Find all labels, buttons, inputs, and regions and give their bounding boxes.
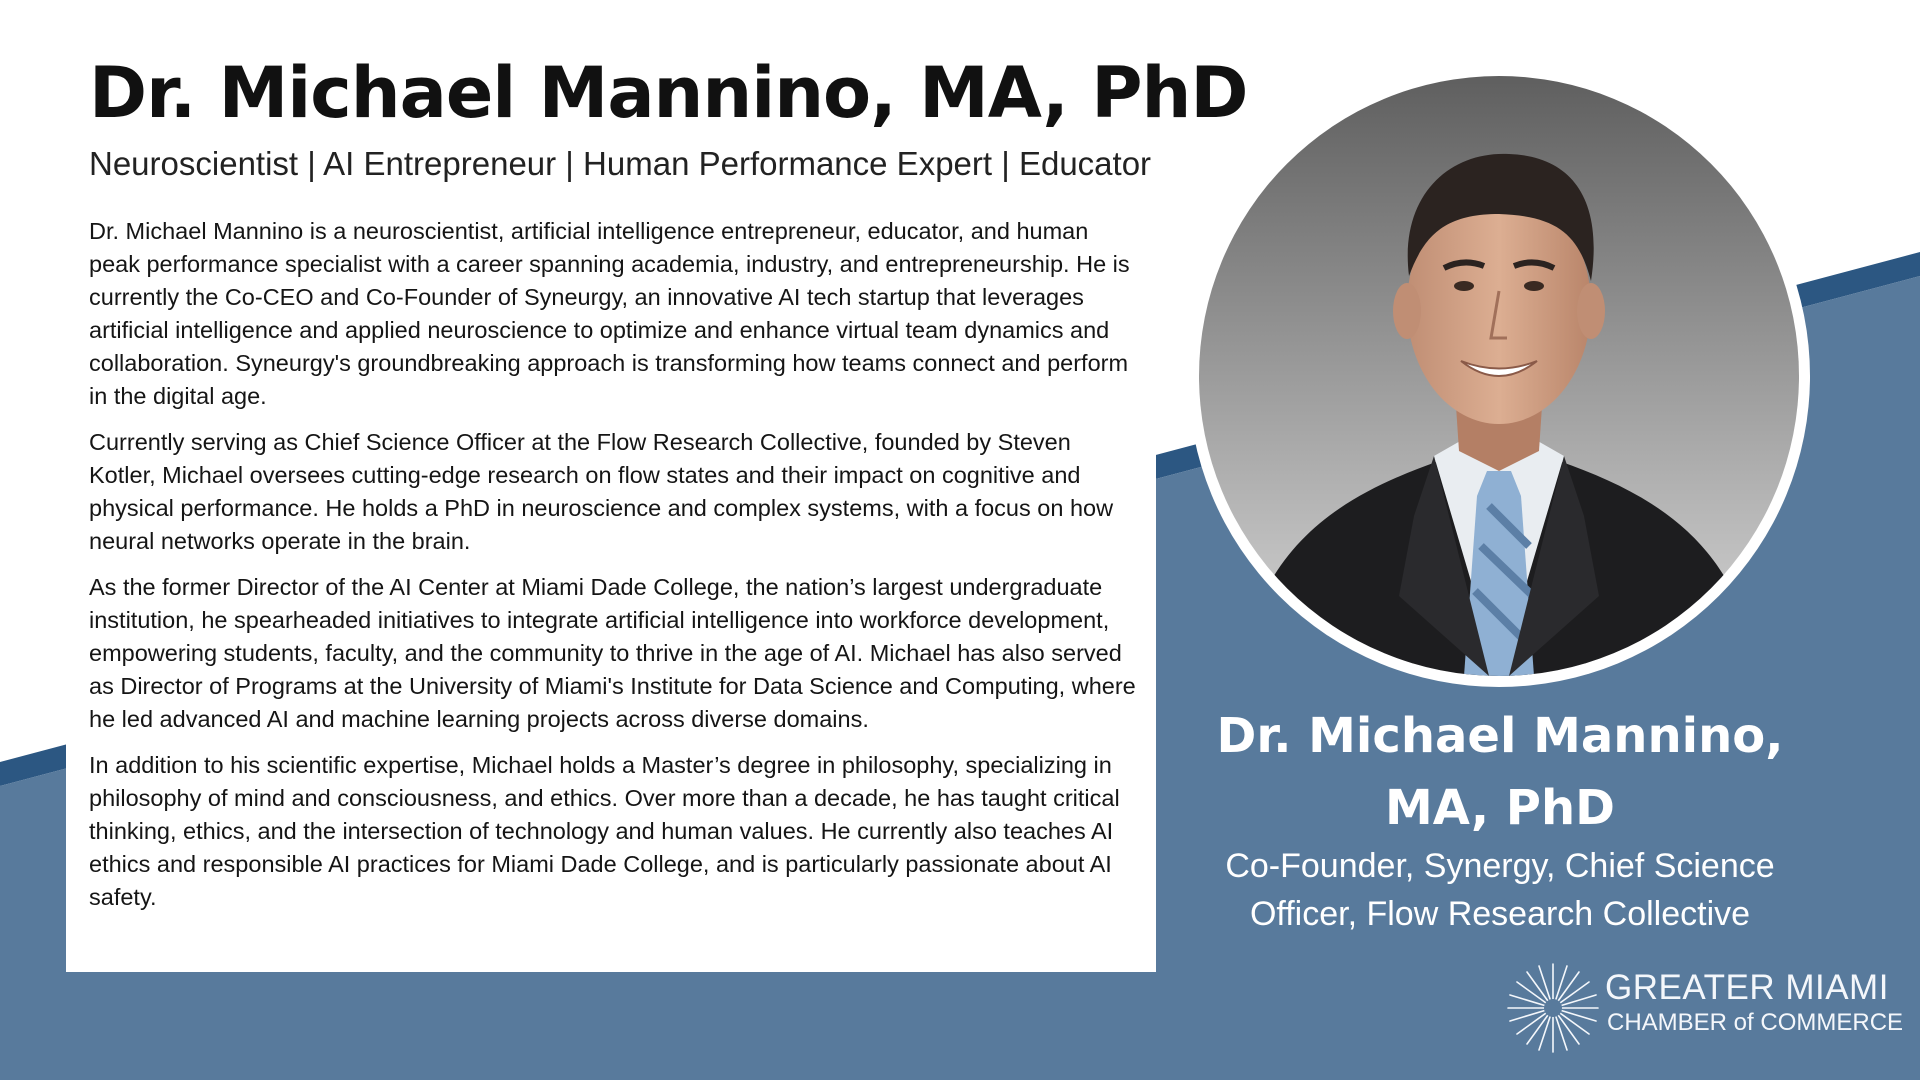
- logo-line2: CHAMBER of COMMERCE: [1607, 1009, 1904, 1036]
- speaker-role: [1180, 842, 1820, 938]
- bio-text: [89, 215, 1139, 927]
- logo-line1: GREATER MIAMI: [1605, 968, 1889, 1007]
- speaker-role-line2: Officer, Flow Research Collective: [1249, 895, 1751, 933]
- speaker-portrait-image: [1199, 76, 1799, 676]
- bio-paragraph: As the former Director of the AI Center at Miami Dade College, the nation’s largest undergraduate institution, he spearheaded initiatives to integrate artificial intelligence into workforce development, empowering students, faculty, and the community to thrive in the age of AI. Michael has also served as Director of Programs at the University of Miami's Institute for Data Science and Computing, where he led advanced AI and machine learning projects across diverse domains.: [89, 574, 1136, 732]
- speaker-role-line1: Co-Founder, Synergy, Chief Science: [1225, 847, 1775, 885]
- speaker-name-line1: Dr. Michael Mannino,: [1216, 708, 1784, 764]
- bio-paragraph: Dr. Michael Mannino is a neuroscientist, artificial intelligence entrepreneur, educator, and human peak performance specialist with a career spanning academia, industry, and entrepreneurship. He is currently the Co-CEO and Co-Founder of Syneurgy, an innovative AI tech startup that leverages artificial intelligence and applied neuroscience to optimize and enhance virtual team dynamics and collaboration. Syneurgy's groundbreaking approach is transforming how teams connect and perform in the digital age.: [89, 218, 1130, 409]
- portrait-illustration: [1199, 76, 1799, 676]
- bio-paragraph: In addition to his scientific expertise, Michael holds a Master’s degree in philosophy, specializing in philosophy of mind and consciousness, and ethics. Over more than a decade, he has taught critical thinking, ethics, and the intersection of technology and human values. He currently also teaches AI ethics and responsible AI practices for Miami Dade College, and is particularly passionate about AI safety.: [89, 752, 1120, 910]
- speaker-photo: [1188, 65, 1810, 687]
- chamber-logo: [1505, 958, 1905, 1058]
- speaker-name-caption: [1180, 700, 1820, 844]
- sunburst-icon: [1505, 960, 1601, 1056]
- speaker-name-line2: MA, PhD: [1385, 780, 1615, 836]
- speaker-tagline: Neuroscientist | AI Entrepreneur | Human Performance Expert | Educator: [89, 145, 1152, 182]
- speaker-name-heading: Dr. Michael Mannino, MA, PhD: [89, 52, 1248, 134]
- bio-paragraph: Currently serving as Chief Science Officer at the Flow Research Collective, founded by Steven Kotler, Michael oversees cutting-edge research on flow states and their impact on cognitive and physical performance. He holds a PhD in neuroscience and complex systems, with a focus on how neural networks operate in the brain.: [89, 429, 1114, 554]
